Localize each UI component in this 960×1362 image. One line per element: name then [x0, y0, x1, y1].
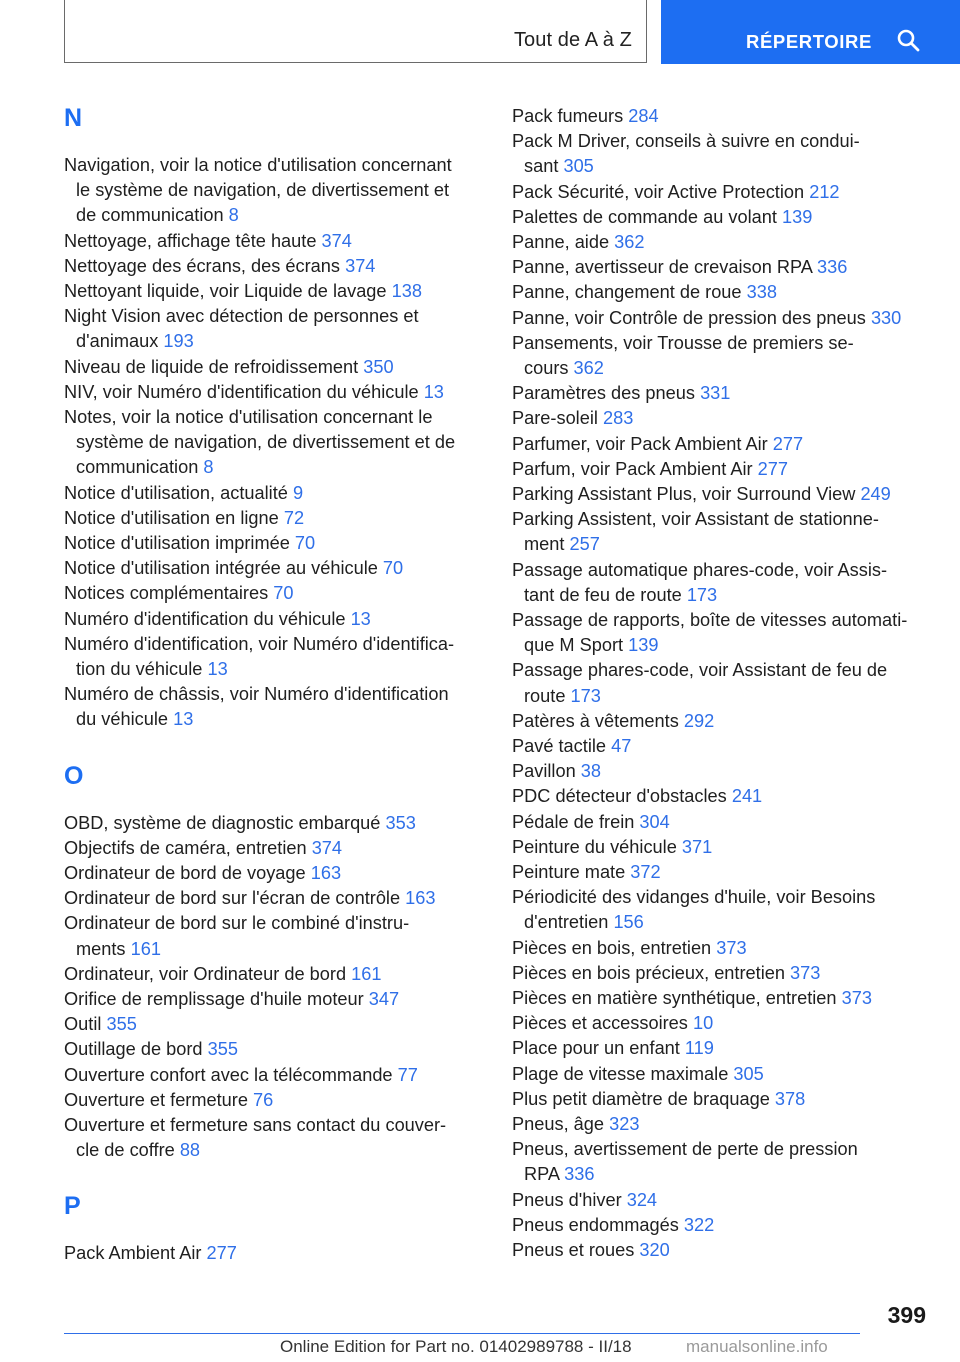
entry-text: Périodicité des vidanges d'huile, voir Besoins — [512, 887, 876, 908]
entry-text: OBD, système de diagnostic embarqué — [64, 812, 381, 833]
entry-text-continued: d'entretien — [524, 912, 609, 933]
entry-text: Ordinateur, voir Ordinateur de bord — [64, 963, 347, 984]
page-link[interactable]: 76 — [253, 1089, 274, 1110]
entry-text: Passage phares-code, voir Assistant de feu de — [512, 660, 888, 681]
entry-text: Pneus d'hiver — [512, 1189, 622, 1210]
entry-text: Passage automatique phares-code, voir Assis- — [512, 559, 888, 580]
index-entry — [64, 304, 419, 354]
page-link[interactable]: 374 — [321, 230, 352, 251]
page-link[interactable]: 362 — [573, 358, 604, 378]
entry-text: Ouverture et fermeture sans contact du couver- — [64, 1115, 447, 1135]
index-entry — [64, 607, 371, 632]
page-link[interactable]: 355 — [207, 1039, 238, 1060]
entry-text: NIV, voir Numéro d'identification du véhicule — [64, 381, 419, 402]
index-entry — [512, 608, 907, 658]
entry-text: Paramètres des pneus — [512, 383, 695, 404]
entry-text: Patères à vêtements — [512, 710, 679, 731]
page-link[interactable]: 13 — [423, 381, 444, 402]
page-number: 399 — [887, 1302, 926, 1328]
page-link[interactable]: 193 — [163, 331, 194, 352]
page-link[interactable]: 330 — [870, 307, 902, 328]
entry-text: Numéro d'identification du véhicule — [64, 608, 346, 629]
page-link[interactable]: 355 — [106, 1014, 137, 1035]
page-link[interactable]: 338 — [746, 282, 777, 303]
page-link[interactable]: 138 — [391, 281, 422, 301]
index-entry — [64, 632, 454, 682]
page-link[interactable]: 347 — [368, 989, 400, 1009]
tab-a-to-z-label: Tout de A à Z — [513, 29, 632, 51]
entry-text: Plus petit diamètre de braquage — [512, 1088, 770, 1109]
index-entry — [512, 1238, 670, 1263]
page-link[interactable]: 77 — [397, 1064, 418, 1085]
index-entry — [64, 1063, 418, 1088]
page-link[interactable]: 331 — [700, 383, 731, 404]
entry-text: Pièces et accessoires — [512, 1013, 688, 1034]
page-link[interactable]: 353 — [385, 812, 416, 833]
index-entry — [64, 962, 381, 987]
page-link[interactable]: 72 — [283, 507, 305, 528]
index-entry — [512, 835, 712, 860]
index-entry — [512, 507, 879, 557]
page-link[interactable]: 8 — [203, 457, 214, 478]
page-link[interactable]: 70 — [382, 558, 404, 579]
section-letter-n: N — [64, 104, 83, 132]
entry-text: Objectifs de caméra, entretien — [64, 837, 307, 858]
entry-text: Nettoyage des écrans, des écrans — [64, 255, 341, 276]
entry-text: Notice d'utilisation, actualité — [64, 482, 288, 503]
index-entry — [64, 229, 352, 254]
entry-text: Notice d'utilisation imprimée — [64, 533, 290, 553]
index-entry — [64, 811, 416, 836]
entry-text: Pack Ambient Air — [64, 1243, 202, 1264]
page-link[interactable]: 257 — [569, 534, 600, 555]
page-link[interactable]: 13 — [207, 659, 228, 679]
page-link[interactable]: 350 — [363, 356, 394, 377]
entry-text: Parfumer, voir Pack Ambient Air — [512, 433, 768, 454]
page-link[interactable]: 336 — [564, 1164, 595, 1185]
index-entry — [64, 506, 304, 531]
entry-text: Pneus, âge — [512, 1114, 605, 1134]
index-entry — [64, 1037, 238, 1062]
entry-text: Numéro d'identification, voir Numéro d'identifica- — [64, 633, 455, 654]
footer-divider — [64, 1333, 860, 1334]
page-link[interactable]: 372 — [630, 862, 661, 882]
page-link[interactable]: 241 — [731, 786, 763, 807]
entry-text: Ordinateur de bord sur l'écran de contrôle — [64, 888, 401, 909]
entry-text: Parfum, voir Pack Ambient Air — [512, 458, 753, 479]
page-link[interactable]: 362 — [614, 232, 645, 252]
entry-text: Pack Sécurité, voir Active Protection — [512, 181, 805, 202]
page-link[interactable]: 156 — [613, 912, 644, 933]
entry-text-continued: ment — [524, 534, 565, 555]
index-entry — [512, 734, 631, 759]
page-link[interactable]: 173 — [686, 584, 718, 605]
entry-text: Panne, aide — [512, 232, 610, 252]
index-entry — [512, 432, 803, 457]
entry-text: Night Vision avec détection de personnes et — [64, 306, 419, 327]
page-link[interactable]: 38 — [580, 761, 601, 782]
tab-a-to-z[interactable] — [64, 0, 647, 63]
index-entry — [64, 886, 436, 911]
page-link[interactable]: 9 — [292, 482, 304, 503]
index-entry — [512, 759, 601, 784]
entry-text: Pansements, voir Trousse de premiers se- — [512, 332, 854, 353]
tab-repertoire-label: RÉPERTOIRE — [746, 31, 872, 52]
page-link[interactable]: 249 — [860, 484, 891, 504]
entry-text: Pièces en bois précieux, entretien — [512, 962, 785, 983]
page-link[interactable]: 163 — [310, 863, 342, 883]
index-entry — [512, 482, 891, 507]
index-entry — [512, 709, 714, 734]
entry-text-continued: cle de coffre — [76, 1140, 175, 1161]
index-entry — [512, 1036, 714, 1061]
entry-text: Navigation, voir la notice d'utilisation concernant — [64, 155, 452, 175]
entry-text: Orifice de remplissage d'huile moteur — [64, 989, 364, 1009]
index-entry — [64, 556, 403, 581]
entry-text-continued: sant — [524, 156, 559, 177]
page-link[interactable]: 324 — [626, 1189, 658, 1210]
entry-text: Ouverture confort avec la télécommande — [64, 1064, 393, 1085]
entry-text: Pare-soleil — [512, 408, 598, 429]
page-link[interactable]: 374 — [311, 837, 343, 858]
index-entry — [512, 784, 762, 809]
index-entry — [512, 1188, 657, 1213]
page-link[interactable]: 322 — [683, 1214, 715, 1235]
page-link[interactable]: 277 — [206, 1243, 237, 1264]
page-link[interactable]: 305 — [733, 1063, 764, 1084]
index-entry — [512, 1062, 764, 1087]
entry-text-continued: tion du véhicule — [76, 659, 203, 679]
page-link[interactable]: 378 — [774, 1088, 806, 1109]
page-link[interactable]: 373 — [841, 988, 872, 1008]
index-entry — [512, 658, 887, 708]
page-link[interactable]: 212 — [809, 181, 840, 202]
entry-text: Pack fumeurs — [512, 106, 624, 126]
index-entry — [64, 1241, 237, 1266]
index-entry — [512, 961, 820, 986]
entry-text: Ordinateur de bord de voyage — [64, 863, 306, 883]
page-link[interactable]: 292 — [683, 710, 715, 731]
index-entry — [64, 836, 342, 861]
entry-text: Outillage de bord — [64, 1039, 203, 1060]
entry-text: Pneus, avertissement de perte de pression — [512, 1139, 858, 1160]
entry-text: Outil — [64, 1014, 102, 1035]
entry-text: Parking Assistent, voir Assistant de stationne- — [512, 509, 879, 530]
index-entry — [64, 861, 341, 886]
index-entry — [64, 911, 409, 961]
section-letter-p: P — [64, 1192, 81, 1221]
page-link[interactable]: 277 — [757, 458, 788, 479]
page-link[interactable]: 323 — [609, 1114, 640, 1134]
entry-text-continued: cours — [524, 358, 569, 378]
page-link[interactable]: 304 — [639, 811, 670, 832]
index-entry — [512, 457, 788, 482]
page-link[interactable]: 47 — [611, 736, 632, 756]
entry-text: Panne, changement de roue — [512, 282, 742, 303]
index-entry — [64, 682, 449, 732]
index-entry — [512, 1137, 858, 1187]
page-link[interactable]: 161 — [351, 963, 382, 984]
index-entry — [512, 558, 887, 608]
page-link[interactable]: 139 — [628, 635, 659, 656]
entry-text: Parking Assistant Plus, voir Surround View — [512, 484, 856, 504]
section-letter-o: O — [64, 761, 84, 790]
entry-text-continued: que M Sport — [524, 635, 624, 656]
index-entry — [512, 205, 812, 230]
index-entry — [64, 1012, 137, 1037]
page-link[interactable]: 283 — [602, 408, 634, 429]
entry-text: Pédale de frein — [512, 811, 635, 832]
entry-text: Nettoyage, affichage tête haute — [64, 230, 317, 251]
index-entry — [512, 1087, 805, 1112]
page-link[interactable]: 70 — [294, 533, 316, 553]
page-link[interactable]: 13 — [173, 709, 194, 730]
entry-text-continued: RPA — [524, 1164, 560, 1185]
entry-text-continued: communication — [76, 457, 199, 478]
entry-text-continued: route — [524, 685, 566, 706]
entry-text: Plage de vitesse maximale — [512, 1063, 729, 1084]
index-entry — [512, 1213, 714, 1238]
search-icon[interactable] — [896, 28, 920, 52]
index-entry — [512, 255, 847, 280]
index-entry — [512, 129, 860, 179]
entry-text: Passage de rapports, boîte de vitesses automati- — [512, 610, 908, 630]
entry-text: Notice d'utilisation intégrée au véhicule — [64, 558, 378, 579]
page-link[interactable]: 8 — [228, 205, 239, 226]
page-link[interactable]: 320 — [639, 1240, 670, 1260]
index-entry — [512, 230, 645, 255]
entry-text: Niveau de liquide de refroidissement — [64, 356, 359, 377]
index-entry — [64, 581, 293, 606]
entry-text: Panne, avertisseur de crevaison RPA — [512, 257, 812, 278]
entry-text: Notice d'utilisation en ligne — [64, 507, 279, 528]
entry-text-continued: le système de navigation, de divertissement et — [76, 180, 450, 201]
index-entry — [512, 986, 872, 1011]
entry-text: Notices complémentaires — [64, 583, 269, 604]
entry-text: Panne, voir Contrôle de pression des pneus — [512, 307, 866, 328]
index-entry — [512, 104, 659, 129]
entry-text-continued: du véhicule — [76, 709, 169, 730]
entry-text-continued: tant de feu de route — [524, 584, 682, 605]
index-entry — [64, 481, 303, 506]
index-entry — [512, 885, 875, 935]
page-link[interactable]: 277 — [772, 433, 804, 454]
index-entry — [64, 405, 455, 481]
page-link[interactable]: 163 — [405, 888, 436, 909]
page-link[interactable]: 305 — [563, 156, 594, 177]
index-entry — [512, 1011, 713, 1036]
entry-text: PDC détecteur d'obstacles — [512, 786, 727, 807]
index-entry — [64, 1088, 273, 1113]
index-entry — [64, 254, 375, 279]
entry-text: Peinture du véhicule — [512, 836, 677, 857]
entry-text: Palettes de commande au volant — [512, 206, 777, 227]
index-entry — [64, 987, 399, 1012]
page-link[interactable]: 10 — [692, 1013, 714, 1034]
entry-text: Pneus et roues — [512, 1240, 635, 1260]
page-link[interactable]: 371 — [681, 836, 713, 857]
index-entry — [512, 810, 670, 835]
index-entry — [512, 406, 633, 431]
page-link[interactable]: 13 — [350, 608, 371, 629]
entry-text: Pavé tactile — [512, 736, 607, 756]
entry-text: Nettoyant liquide, voir Liquide de lavage — [64, 281, 387, 301]
entry-text-continued: ments — [76, 938, 126, 959]
index-entry — [64, 531, 315, 556]
index-entry — [64, 355, 394, 380]
page-link[interactable]: 173 — [570, 685, 601, 706]
page-link[interactable]: 374 — [345, 255, 376, 276]
entry-text: Ouverture et fermeture — [64, 1089, 248, 1110]
page-link[interactable]: 336 — [816, 257, 848, 278]
entry-text-continued: de communication — [76, 205, 224, 226]
index-entry — [512, 306, 901, 331]
page-link[interactable]: 284 — [628, 106, 659, 126]
index-entry — [64, 279, 422, 304]
entry-text: Ordinateur de bord sur le combiné d'instru- — [64, 913, 410, 934]
index-entry — [512, 280, 777, 305]
page-link[interactable]: 70 — [273, 583, 294, 604]
entry-text: Pneus endommagés — [512, 1214, 679, 1235]
tab-repertoire[interactable] — [661, 0, 960, 64]
watermark: manualsonline.info — [686, 1337, 828, 1356]
index-entry — [64, 380, 444, 405]
page-link[interactable]: 373 — [716, 937, 747, 958]
page-link[interactable]: 161 — [130, 938, 161, 959]
page-link[interactable]: 119 — [684, 1038, 714, 1059]
entry-text: Pièces en matière synthétique, entretien — [512, 988, 837, 1008]
index-entry — [512, 331, 854, 381]
entry-text: Pièces en bois, entretien — [512, 937, 712, 958]
index-entry — [512, 936, 747, 961]
entry-text: Peinture mate — [512, 862, 626, 882]
entry-text: Pavillon — [512, 761, 576, 782]
entry-text: Place pour un enfant — [512, 1038, 680, 1059]
index-entry — [512, 180, 840, 205]
index-entry — [512, 381, 730, 406]
entry-text: Pack M Driver, conseils à suivre en condui- — [512, 131, 860, 152]
index-entry — [64, 153, 452, 229]
page-link[interactable]: 88 — [179, 1140, 201, 1161]
page-link[interactable]: 139 — [781, 206, 813, 227]
entry-text-continued: système de navigation, de divertissement et de — [76, 432, 456, 453]
entry-text: Numéro de châssis, voir Numéro d'identification — [64, 684, 449, 705]
footer-edition-text: Online Edition for Part no. 01402989788 - II/18 — [280, 1337, 632, 1356]
index-entry — [512, 1112, 639, 1137]
entry-text-continued: d'animaux — [76, 331, 159, 352]
index-entry — [512, 860, 661, 885]
top-navigation — [0, 0, 960, 66]
entry-text: Notes, voir la notice d'utilisation concernant le — [64, 407, 433, 427]
index-entry — [64, 1113, 446, 1163]
page-link[interactable]: 373 — [790, 962, 821, 983]
